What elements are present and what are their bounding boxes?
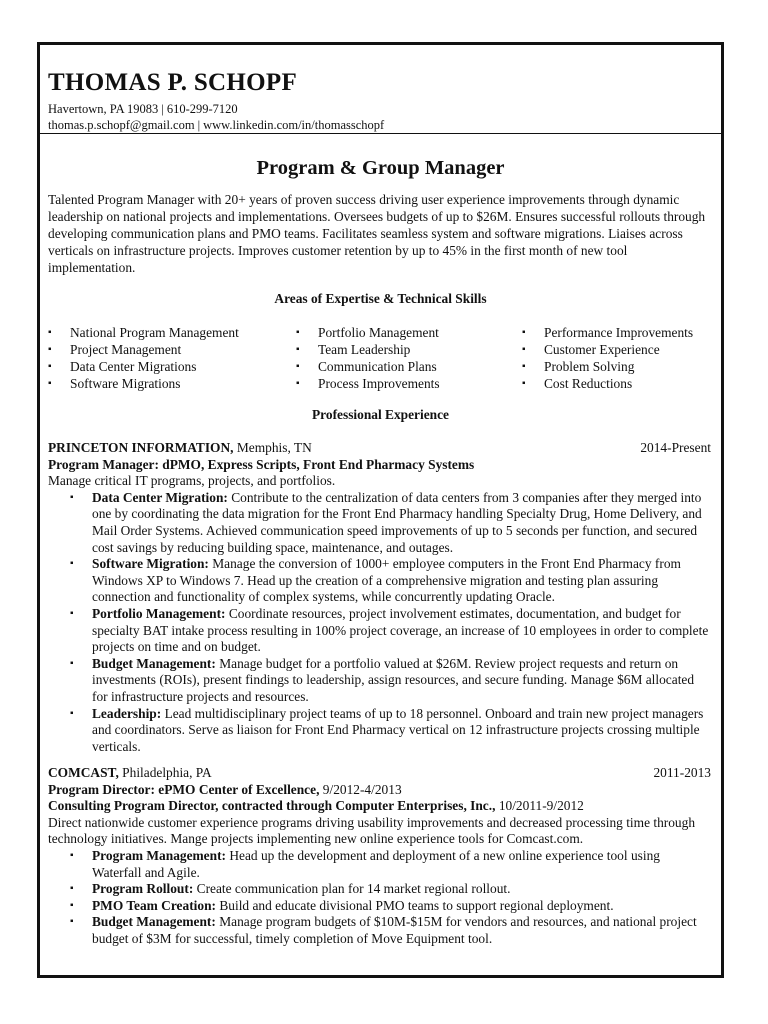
- header-divider: [40, 133, 721, 134]
- skills-grid: [48, 324, 713, 394]
- skill-item: ▪ Team Leadership: [296, 341, 440, 358]
- job-princeton: [48, 440, 711, 755]
- job-role: Program Manager: dPMO, Express Scripts, Front End Pharmacy Systems: [48, 456, 475, 472]
- list-item: ▪ Program Rollout: Create communication plan for 14 market regional rollout.: [92, 881, 711, 898]
- skills-column-3: [522, 324, 693, 392]
- company-line: [48, 440, 312, 457]
- skill-item: ▪ Process Improvements: [296, 375, 440, 392]
- contact-line-1: [48, 101, 238, 117]
- company-line: [48, 765, 212, 782]
- list-item: ▪ PMO Team Creation: Build and educate divisional PMO teams to support regional deployment.: [92, 898, 711, 915]
- location: Havertown, PA 19083: [48, 102, 159, 116]
- resume-title: Program & Group Manager: [256, 157, 505, 179]
- linkedin-url: www.linkedin.com/in/thomasschopf: [203, 118, 385, 132]
- job-dates: 2014-Present: [640, 440, 711, 455]
- skill-item: ▪ Project Management: [48, 341, 239, 358]
- list-item: ▪ Leadership: Lead multidisciplinary project teams of up to 18 personnel. Onboard and train new project managers and coordinators. Serve as liaison for Front End Pharmacy vertical on 12 infrastructure projects crossing multiple verticals.: [92, 706, 711, 756]
- skill-item: ▪ Communication Plans: [296, 358, 440, 375]
- summary: Talented Program Manager with 20+ years of proven success driving user experience improvements through dynamic leadership on national projects and implementations. Oversees budgets of up to $26M. Ensures successful rollouts through developing communication plans and PMO teams. Facilitates seamless system and software migrations. Liaises across verticals on infrastructure projects. Improves customer retention by up to 45% in the first month of new tool implementation.: [48, 192, 706, 275]
- job-bullets: [48, 848, 711, 948]
- skills-column-1: [48, 324, 239, 392]
- skill-item: ▪ Data Center Migrations: [48, 358, 239, 375]
- company-name: PRINCETON INFORMATION,: [48, 440, 234, 455]
- skill-item: ▪ National Program Management: [48, 324, 239, 341]
- list-item: ▪ Data Center Migration: Contribute to the centralization of data centers from 3 companies after they merged into one by coordinating the data migration for the Front End Pharmacy handling Specialty Drug, Home Delivery, and Mail Order Systems. Achieved communication speed improvements of up to 5 seconds per function, and secured cost savings by reducing building space, maintenance, and outages.: [92, 490, 711, 556]
- skill-item: ▪ Software Migrations: [48, 375, 239, 392]
- skills-column-2: [296, 324, 440, 392]
- skill-item: ▪ Problem Solving: [522, 358, 693, 375]
- list-item: ▪ Budget Management: Manage program budgets of $10M-$15M for vendors and resources, and national project budget of $3M for successful, timely completion of Move Equipment tool.: [92, 914, 711, 947]
- list-item: ▪ Program Management: Head up the development and deployment of a new online experience tool using Waterfall and Agile.: [92, 848, 711, 881]
- job-role-1: Program Director: ePMO Center of Excellence, 9/2012-4/2013: [48, 781, 402, 797]
- job-dates: 2011-2013: [653, 765, 711, 780]
- job-comcast: [48, 765, 711, 948]
- company-location: Philadelphia, PA: [122, 765, 212, 780]
- job-description: Direct nationwide customer experience programs driving usability improvements and decreased processing time through technology initiatives. Mange projects implementing new online experience tools for Comcast.com.: [48, 814, 696, 847]
- experience-heading: Professional Experience: [312, 407, 449, 422]
- job-description: Manage critical IT programs, projects, and portfolios.: [48, 473, 336, 489]
- job-header: [48, 440, 711, 457]
- skill-item: ▪ Cost Reductions: [522, 375, 693, 392]
- resume-border: [37, 42, 724, 978]
- separator: |: [197, 118, 201, 132]
- skills-heading: Areas of Expertise & Technical Skills: [274, 291, 487, 306]
- list-item: ▪ Budget Management: Manage budget for a portfolio valued at $26M. Review project requests and return on investments (ROIs), present findings to leadership, assign resources, and secure funding. Manage $6M allocated for infrastructure projects and resources.: [92, 656, 711, 706]
- contact-line-2: [48, 117, 384, 133]
- job-header: [48, 765, 711, 782]
- job-bullets: [48, 490, 711, 756]
- company-name: COMCAST,: [48, 765, 119, 780]
- list-item: ▪ Software Migration: Manage the conversion of 1000+ employee computers in the Front End Pharmacy from Windows XP to Windows 7. Head up the creation of a comprehensive migration and testing plan assuring connection and functionality of complex systems, while concurrently updating Oracle.: [92, 556, 711, 606]
- skill-item: ▪ Portfolio Management: [296, 324, 440, 341]
- list-item: ▪ Portfolio Management: Coordinate resources, project involvement estimates, documentation, and budget for specialty BAT intake process resulting in 100% project coverage, an increase of 10 employees in order to complete projects on time and on budget.: [92, 606, 711, 656]
- candidate-name: THOMAS P. SCHOPF: [48, 69, 298, 96]
- phone: 610-299-7120: [166, 102, 238, 116]
- company-location: Memphis, TN: [236, 440, 312, 455]
- email: thomas.p.schopf@gmail.com: [48, 118, 195, 132]
- skill-item: ▪ Customer Experience: [522, 341, 693, 358]
- skill-item: ▪ Performance Improvements: [522, 324, 693, 341]
- job-role-2: Consulting Program Director, contracted through Computer Enterprises, Inc., 10/2011-9/2012: [48, 798, 584, 814]
- separator: |: [161, 102, 164, 116]
